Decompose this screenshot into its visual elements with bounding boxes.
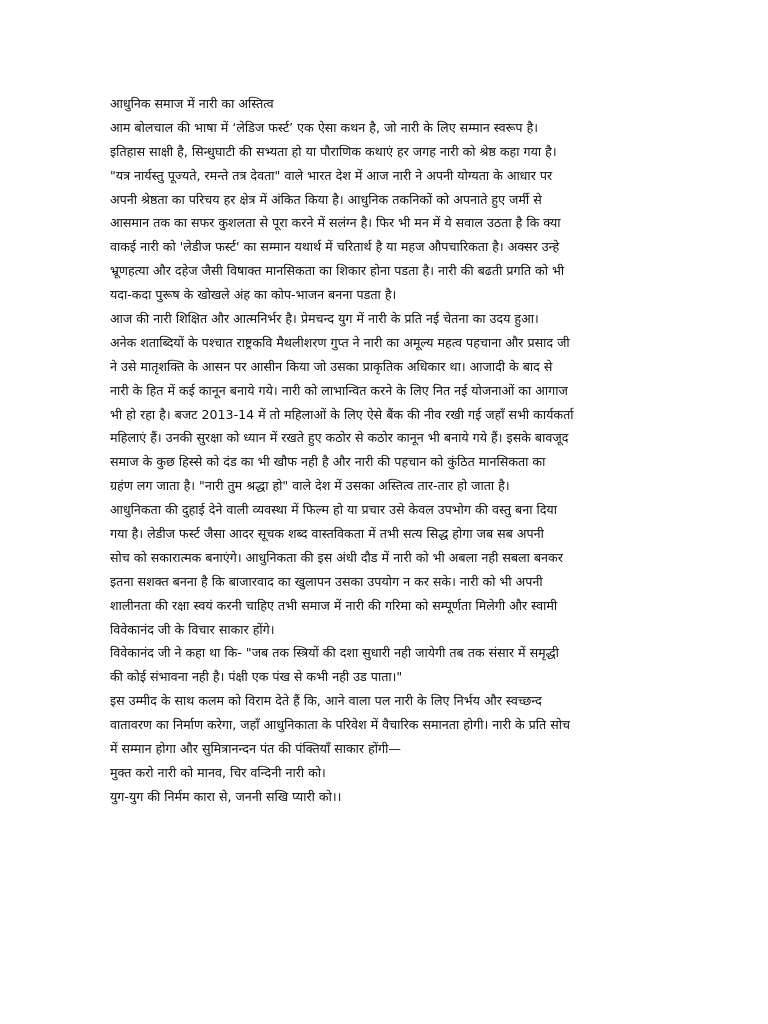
text-line: इस उम्मीद के साथ कलम को विराम देते हैं कि, आने वाला पल नारी के लिए निर्भय और स्वच्छन्द — [110, 693, 542, 709]
text-line: भ्रूणहत्या और दहेज जैसी विषाक्त मानसिकता का शिकार होना पडता है। नारी की बढती प्रगति को भी — [110, 263, 565, 279]
text-line: यदा-कदा पुरूष के खोखले अंह का कोप-भाजन बनना पडता है। — [110, 287, 397, 303]
text-line: अनेक शताब्दियों के पश्चात राष्ट्रकवि मैथलीशरण गुप्त ने नारी का अमूल्य महत्व पहचाना और प्रसाद जी — [110, 334, 570, 350]
text-line: वातावरण का निर्माण करेगा, जहाँ आधुनिकाता के परिवेश में वैचारिक समानता होगी। नारी के प्रति सोच — [110, 717, 571, 733]
text-line: में सम्मान होगा और सुमित्रानन्दन पंत की पंक्तियाँ साकार होंगी— — [110, 741, 401, 757]
text-line: आसमान तक का सफर कुशलता से पूरा करने में सलंग्न है। फिर भी मन में ये सवाल उठता है कि क्या — [110, 215, 561, 231]
text-line: "यत्र नार्यस्तु पूज्यते, रमन्ते तत्र देवता" वाले भारत देश में आज नारी ने अपनी योग्यता के आधार पर — [110, 167, 553, 183]
document-page — [110, 92, 670, 809]
text-line: गया है। लेडीज फर्स्ट जैसा आदर सूचक शब्द वास्तविकता में तभी सत्य सिद्ध होगा जब सब अपनी — [110, 526, 544, 542]
text-line: इतना सशक्त बनना है कि बाजारवाद का खुलापन उसका उपयोग न कर सके। नारी को भी अपनी — [110, 573, 543, 589]
document-title: आधुनिक समाज में नारी का अस्तित्व — [110, 96, 274, 111]
text-line: आम बोलचाल की भाषा में ‘लेडिज फर्स्ट’ एक ऐसा कथन है, जो नारी के लिए सम्मान स्वरूप है। — [110, 119, 539, 135]
text-line: ने उसे मातृशक्ति के आसन पर आसीन किया जो उसका प्राकृतिक अधिकार था। आजादी के बाद से — [110, 358, 553, 374]
text-line: अपनी श्रेष्ठता का परिचय हर क्षेत्र में अंकित किया है। आधुनिक तकनिकों को अपनाते हुए जर्मी से — [110, 191, 542, 207]
poem-line: युग-युग की निर्मम कारा से, जननी सखि प्यारी को।। — [110, 788, 342, 804]
text-line: विवेकानंद जी के विचार साकार होंगे। — [110, 621, 275, 637]
text-line: सोच को सकारात्मक बनाएंगे। आधुनिकता की इस अंधी दौड में नारी को भी अबला नही सबला बनकर — [110, 549, 563, 565]
text-line: की कोई संभावना नही है। पंक्षी एक पंख से कभी नही उड पाता।" — [110, 669, 403, 685]
text-line: विवेकानंद जी ने कहा था कि- "जब तक स्त्रियों की दशा सुधारी नही जायेगी तब तक संसार में समृद्धी — [110, 645, 559, 661]
text-line: आज की नारी शिक्षित और आत्मनिर्भर है। प्रेमचन्द युग में नारी के प्रति नई चेतना का उदय हुआ। — [110, 311, 539, 327]
text-line: इतिहास साक्षी है, सिन्धुघाटी की सभ्यता हो या पौराणिक कथाएं हर जगह नारी को श्रेष्ठ कहा गया है। — [110, 143, 557, 159]
text-line: महिलाएं हैं। उनकी सुरक्षा को ध्यान में रखते हुए कठोर से कठोर कानून भी बनाये गये हैं। इसके बावजूद — [110, 430, 569, 446]
text-line: शालीनता की रक्षा स्वयं करनी चाहिए तभी समाज में नारी की गरिमा को सम्पूर्णता मिलेगी और स्वामी — [110, 597, 558, 613]
text-line: भी हो रहा है। बजट 2013-14 में तो महिलाओं के लिए ऐसे बैंक की नीव रखी गई जहाँ सभी कार्यकर्ता — [110, 406, 574, 422]
text-line: वाकई नारी को 'लेडीज फर्स्ट' का सम्मान यथार्थ में चरितार्थ है या महज औपचारिकता है। अक्सर उन्हे — [110, 239, 560, 255]
text-line: समाज के कुछ हिस्से को दंड का भी खौफ नही है और नारी की पहचान को कुंठित मानसिकता का — [110, 454, 546, 470]
text-line: ग्रहंण लग जाता है। "नारी तुम श्रद्धा हो" वाले देश में उसका अस्तित्व तार-तार हो जाता है। — [110, 478, 510, 494]
poem-line: मुक्त करो नारी को मानव, चिर वन्दिनी नारी को। — [110, 764, 326, 780]
text-line: आधुनिकता की दुहाई देने वाली व्यवस्था में फिल्म हो या प्रचार उसे केवल उपभोग की वस्तु बना दिया — [110, 502, 557, 518]
text-line: नारी के हित में कई कानून बनाये गये। नारी को लाभान्वित करने के लिए नित नई योजनाओं का आगाज — [110, 382, 568, 398]
